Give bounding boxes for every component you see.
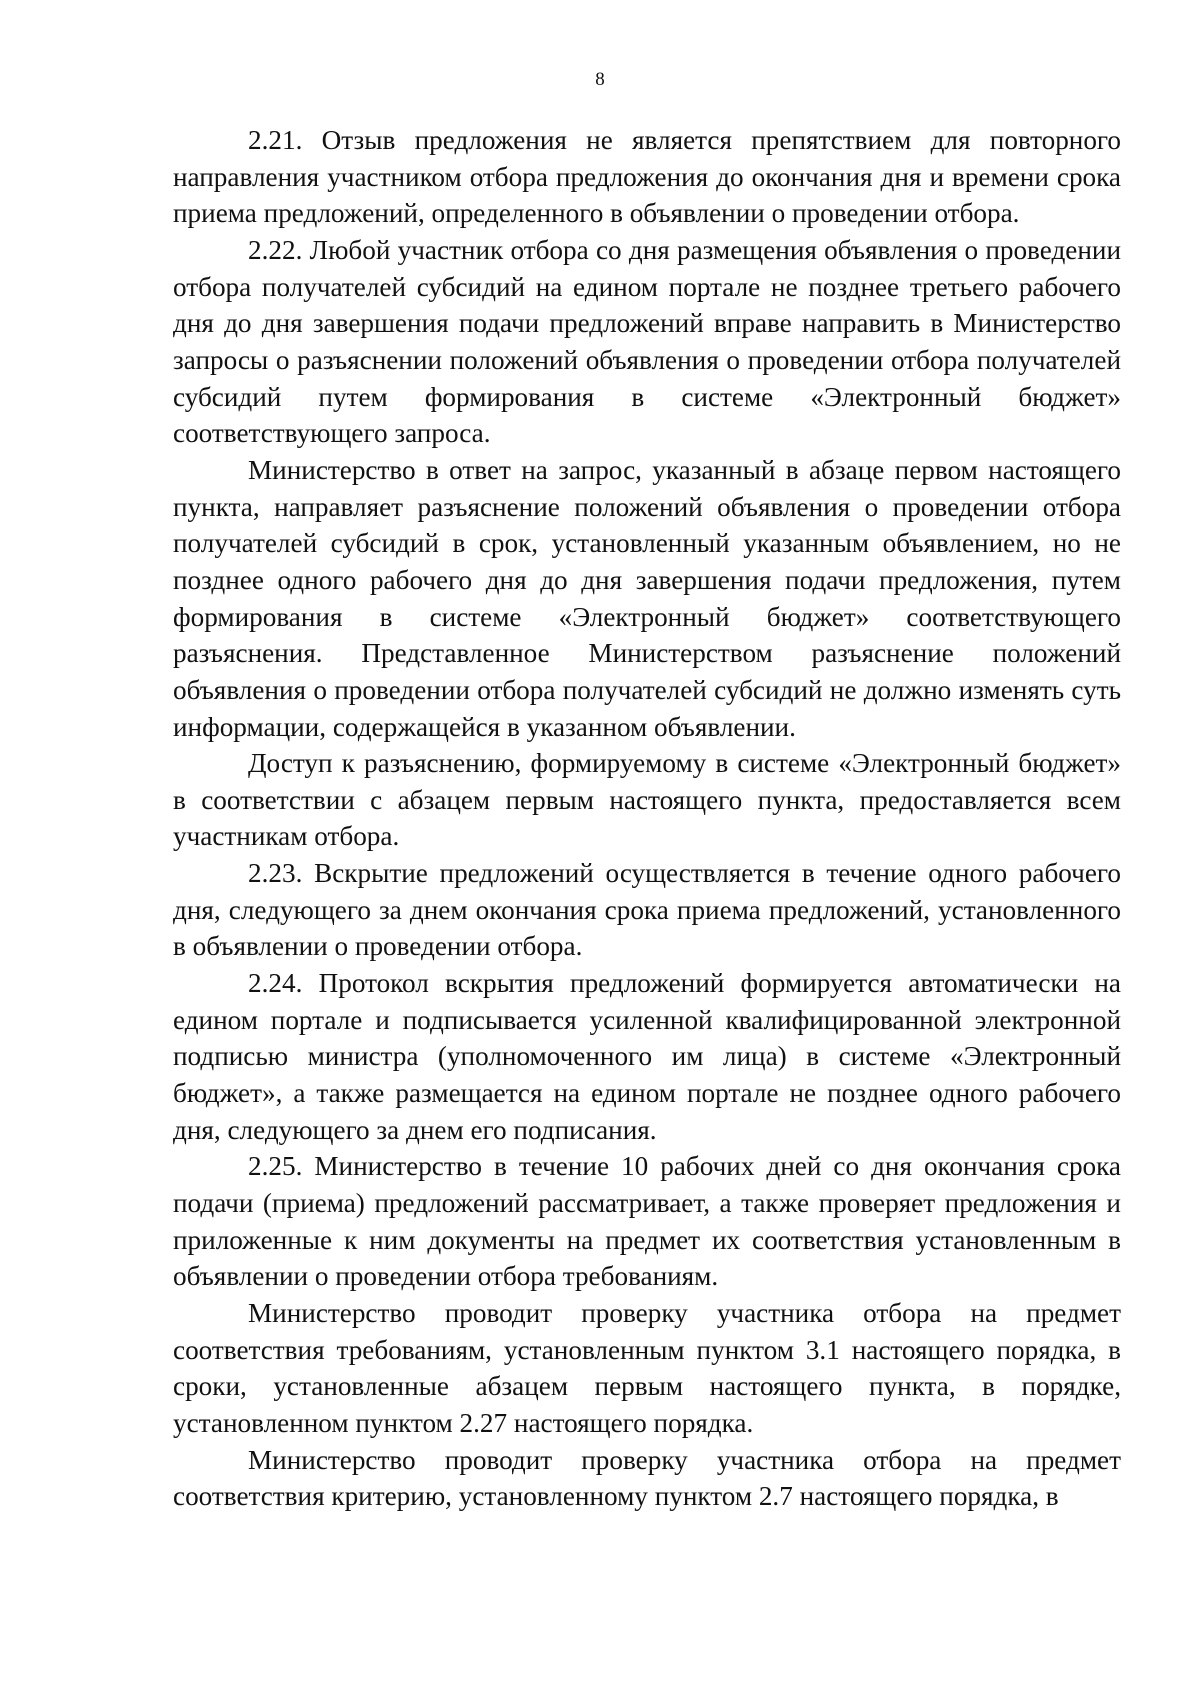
paragraph-2-22-access: Доступ к разъяснению, формируемому в системе «Электронный бюджет» в соответствии с абзацем первым настоящего пункта, предоставляется всем участникам отбора. [173, 748, 1121, 852]
paragraph-2-25: 2.25. Министерство в течение 10 рабочих дней со дня окончания срока подачи (приема) предложений рассматривает, а также проверяет предложения и приложенные к ним документы на предмет их соответствия установленным в объявлении о проведении отбора требованиям. [173, 1151, 1121, 1292]
paragraph-2-25-check-criterion: Министерство проводит проверку участника отбора на предмет соответствия критерию, установленному пунктом 2.7 настоящего порядка, в [173, 1444, 1121, 1512]
paragraph-2-24: 2.24. Протокол вскрытия предложений формируется автоматически на едином портале и подписывается усиленной квалифицированной электронной подписью министра (уполномоченного им лица) в системе «Электронный бюджет», а также размещается на едином портале не позднее одного рабочего дня, следующего за днем его подписания. [173, 968, 1121, 1145]
paragraph-2-22-ministry-response: Министерство в ответ на запрос, указанный в абзаце первом настоящего пункта, направляет разъяснение положений объявления о проведении отбора получателей субсидий в срок, установленный указанным объявлением, но не позднее одного рабочего дня до дня завершения подачи предложения, путем формирования в системе «Электронный бюджет» соответствующего разъяснения. Представленное Министерством разъяснение положений объявления о проведении отбора получателей субсидий не должно изменять суть информации, содержащейся в указанном объявлении. [173, 454, 1121, 742]
paragraph-2-25-check-requirements: Министерство проводит проверку участника отбора на предмет соответствия требованиям, установленным пунктом 3.1 настоящего порядка, в сроки, установленные абзацем первым настоящего пункта, в порядке, установленном пунктом 2.27 настоящего порядка. [173, 1298, 1121, 1438]
page-number: 8 [595, 69, 605, 90]
paragraph-2-21: 2.21. Отзыв предложения не является препятствием для повторного направления участником отбора предложения до окончания дня и времени срока приема предложений, определенного в объявлении о проведении отбора. [173, 125, 1121, 229]
paragraph-2-22: 2.22. Любой участник отбора со дня размещения объявления о проведении отбора получателей субсидий на едином портале не позднее третьего рабочего дня до дня завершения подачи предложений вправе направить в Министерство запросы о разъяснении положений объявления о проведении отбора получателей субсидий путем формирования в системе «Электронный бюджет» соответствующего запроса. [173, 234, 1121, 449]
paragraph-2-23: 2.23. Вскрытие предложений осуществляется в течение одного рабочего дня, следующего за днем окончания срока приема предложений, установленного в объявлении о проведении отбора. [173, 858, 1121, 962]
document-body [173, 122, 1121, 1515]
